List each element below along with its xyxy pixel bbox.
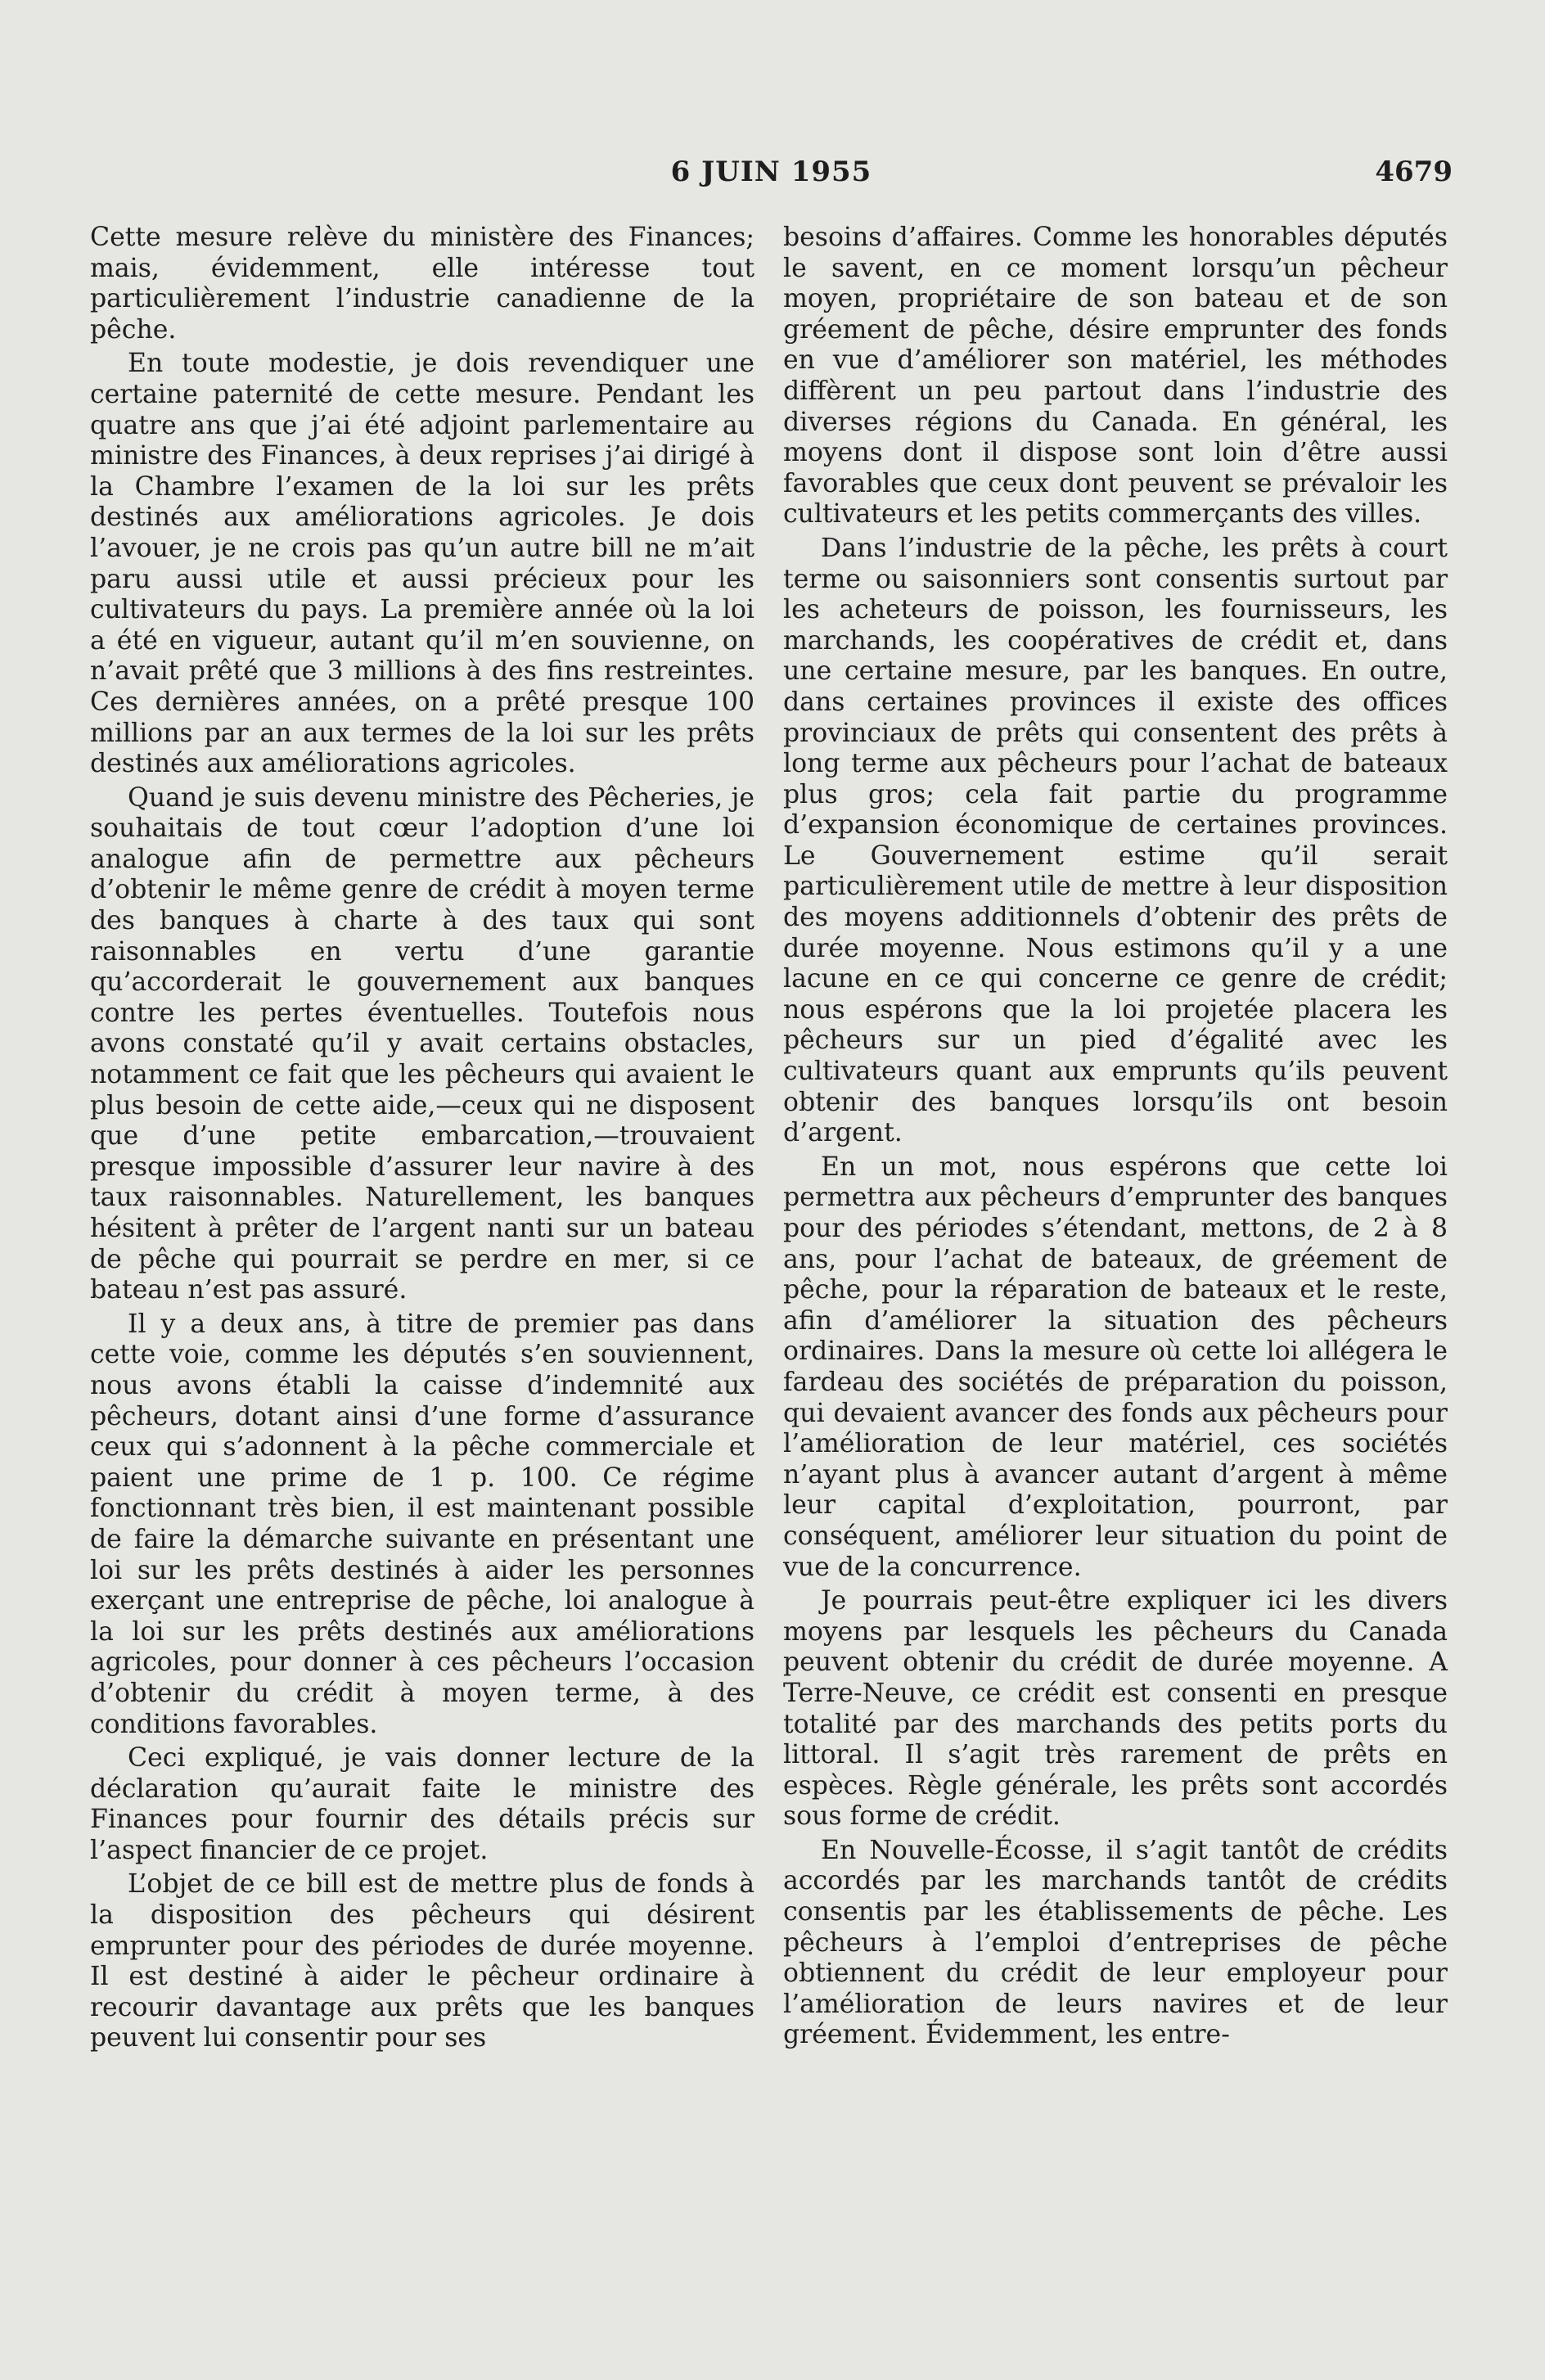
paragraph: Ceci expliqué, je vais donner lecture de la déclaration qu’aurait faite le ministre des Finances pour fournir des détails précis sur l’aspect financier de ce projet. bbox=[90, 1743, 754, 1865]
page-number: 4679 bbox=[1375, 156, 1453, 188]
paragraph: Je pourrais peut-être expliquer ici les divers moyens par lesquels les pêcheurs du Canada peuvent obtenir du crédit de durée moyenne. A Terre-Neuve, ce crédit est consenti en presque totalité par des marchands des petits ports du littoral. Il s’agit très rarement de prêts en espèces. Règle générale, les prêts sont accordés sous forme de crédit. bbox=[783, 1586, 1448, 1832]
paragraph: Il y a deux ans, à titre de premier pas dans cette voie, comme les députés s’en souviennent, nous avons établi la caisse d’indemnité aux pêcheurs, dotant ainsi d’une forme d’assurance ceux qui s’adonnent à la pêche commerciale et paient une prime de 1 p. 100. Ce régime fonctionnant très bien, il est maintenant possible de faire la démarche suivante en présentant une loi sur les prêts destinés à aider les personnes exerçant une entreprise de pêche, loi analogue à la loi sur les prêts destinés aux améliorations agricoles, pour donner à ces pêcheurs l’occasion d’obtenir du crédit à moyen terme, à des conditions favorables. bbox=[90, 1309, 754, 1739]
paragraph: En Nouvelle-Écosse, il s’agit tantôt de crédits accordés par les marchands tantôt de crédits consentis par les établissements de pêche. Les pêcheurs à l’emploi d’entreprises de pêche obtiennent du crédit de leur employeur pour l’amélioration de leurs navires et de leur gréement. Évidemment, les entre- bbox=[783, 1835, 1448, 2050]
left-column bbox=[90, 223, 754, 2058]
paragraph: Cette mesure relève du ministère des Finances; mais, évidemment, elle intéresse tout particulièrement l’industrie canadienne de la pêche. bbox=[90, 223, 754, 345]
paragraph: Dans l’industrie de la pêche, les prêts à court terme ou saisonniers sont consentis surtout par les acheteurs de poisson, les fournisseurs, les marchands, les coopératives de crédit et, dans une certaine mesure, par les banques. En outre, dans certaines provinces il existe des offices provinciaux de prêts qui consentent des prêts à long terme aux pêcheurs pour l’achat de bateaux plus gros; cela fait partie du programme d’expansion économique de certaines provinces. Le Gouvernement estime qu’il serait particulièrement utile de mettre à leur disposition des moyens additionnels d’obtenir des prêts de durée moyenne. Nous estimons qu’il y a une lacune en ce qui concerne ce genre de crédit; nous espérons que la loi projetée placera les pêcheurs sur un pied d’égalité avec les cultivateurs quant aux emprunts qu’ils peuvent obtenir des banques lorsqu’ils ont besoin d’argent. bbox=[783, 533, 1448, 1148]
paragraph: besoins d’affaires. Comme les honorables députés le savent, en ce moment lorsqu’un pêcheur moyen, propriétaire de son bateau et de son gréement de pêche, désire emprunter des fonds en vue d’améliorer son matériel, les méthodes diffèrent un peu partout dans l’industrie des diverses régions du Canada. En général, les moyens dont il dispose sont loin d’être aussi favorables que ceux dont peuvent se prévaloir les cultivateurs et les petits commerçants des villes. bbox=[783, 223, 1448, 530]
paragraph: En un mot, nous espérons que cette loi permettra aux pêcheurs d’emprunter des banques pour des périodes s’étendant, mettons, de 2 à 8 ans, pour l’achat de bateaux, de gréement de pêche, pour la réparation de bateaux et le reste, afin d’améliorer la situation des pêcheurs ordinaires. Dans la mesure où cette loi allégera le fardeau des sociétés de préparation du poisson, qui devaient avancer des fonds aux pêcheurs pour l’amélioration de leur matériel, ces sociétés n’ayant plus à avancer autant d’argent à même leur capital d’exploitation, pourront, par conséquent, améliorer leur situation du point de vue de la concurrence. bbox=[783, 1152, 1448, 1582]
page-header bbox=[90, 156, 1453, 196]
paragraph: Quand je suis devenu ministre des Pêcheries, je souhaitais de tout cœur l’adoption d’une loi analogue afin de permettre aux pêcheurs d’obtenir le même genre de crédit à moyen terme des banques à charte à des taux qui sont raisonnables en vertu d’une garantie qu’accorderait le gouvernement aux banques contre les pertes éventuelles. Toutefois nous avons constaté qu’il y avait certains obstacles, notamment ce fait que les pêcheurs qui avaient le plus besoin de cette aide,—ceux qui ne disposent que d’une petite embarcation,—trouvaient presque impossible d’assurer leur navire à des taux raisonnables. Naturellement, les banques hésitent à prêter de l’argent nanti sur un bateau de pêche qui pourrait se perdre en mer, si ce bateau n’est pas assuré. bbox=[90, 782, 754, 1305]
page-date: 6 JUIN 1955 bbox=[670, 156, 872, 188]
paragraph: L’objet de ce bill est de mettre plus de fonds à la disposition des pêcheurs qui désirent emprunter pour des périodes de durée moyenne. Il est destiné à aider le pêcheur ordinaire à recourir davantage aux prêts que les banques peuvent lui consentir pour ses bbox=[90, 1869, 754, 2053]
right-column bbox=[783, 223, 1448, 2054]
paragraph: En toute modestie, je dois revendiquer une certaine paternité de cette mesure. Pendant les quatre ans que j’ai été adjoint parlementaire au ministre des Finances, à deux reprises j’ai dirigé à la Chambre l’examen de la loi sur les prêts destinés aux améliorations agricoles. Je dois l’avouer, je ne crois pas qu’un autre bill ne m’ait paru aussi utile et aussi précieux pour les cultivateurs du pays. La première année où la loi a été en vigueur, autant qu’il m’en souvienne, on n’avait prêté que 3 millions à des fins restreintes. Ces dernières années, on a prêté presque 100 millions par an aux termes de la loi sur les prêts destinés aux améliorations agricoles. bbox=[90, 349, 754, 779]
